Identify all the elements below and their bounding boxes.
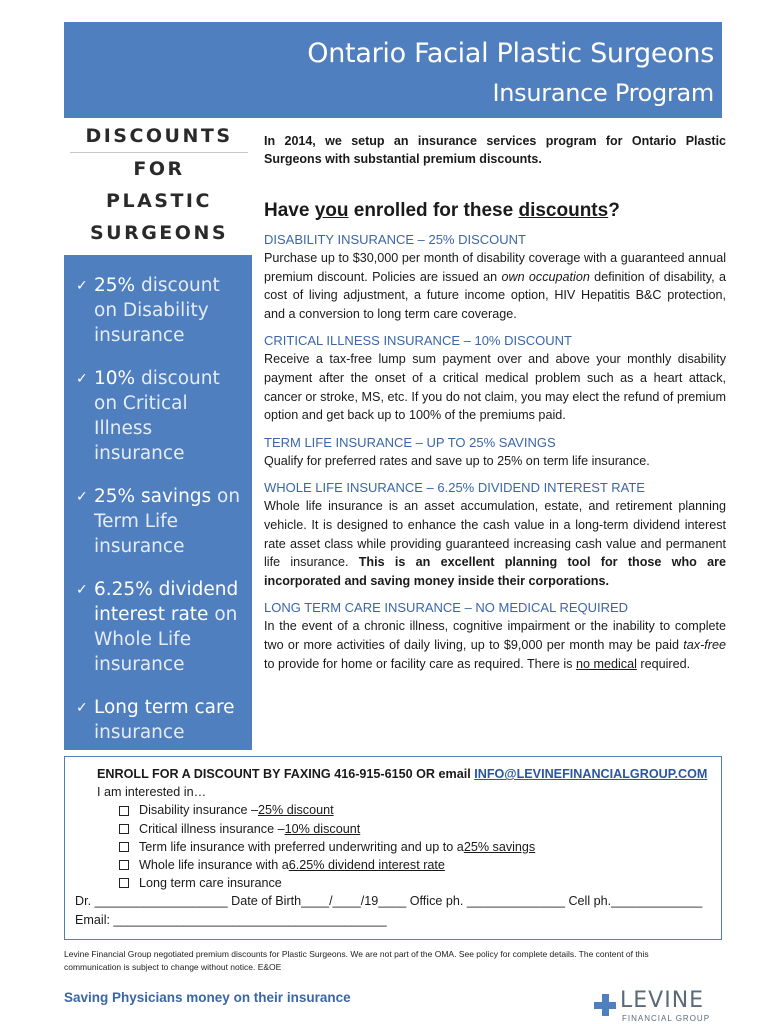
section-text — [264, 497, 726, 590]
text-underline: no medical — [575, 656, 637, 671]
sidebar-item-text: on Whole Life insurance — [94, 604, 238, 675]
checkmark-icon: ✓ — [76, 278, 88, 294]
sidebar-item-whole-life — [64, 559, 252, 677]
sidebar-item-critical-illness — [64, 348, 252, 466]
text-run: definition of disability, a cost of living adjustment, a future income option, HIV Hepatitis B&C protection, and a conversion to long term care coverage. — [264, 269, 726, 321]
sidebar-item-highlight: 10% — [94, 368, 136, 389]
section-text: Receive a tax-free lump sum payment over and above your monthly disability payment after the onset of a critical medical problem such as a heart attack, cancer or stroke, MS, etc. If you do not claim, you may elect the refund of premium option and get back up to 100% of the premiums paid. — [264, 352, 726, 423]
section-heading: WHOLE LIFE INSURANCE – 6.25% DIVIDEND INTEREST RATE — [264, 480, 645, 496]
text-run: Whole life insurance is an asset accumulation, estate, and retirement planning vehicle. It is designed to enhance the cash value in a long-term dividend interest rate asset class while providing guaranteed increasing cash value and permanent life insurance. — [264, 499, 726, 570]
question-emphasis: discounts — [518, 200, 609, 221]
slogan: Saving Physicians money on their insurance — [64, 990, 351, 1005]
checkmark-icon: ✓ — [76, 582, 88, 598]
checkbox[interactable] — [119, 878, 129, 888]
section-heading: LONG TERM CARE INSURANCE – NO MEDICAL REQUIRED — [264, 600, 629, 616]
checkbox[interactable] — [119, 824, 129, 834]
sidebar-item-term-life — [64, 466, 252, 559]
checkmark-icon: ✓ — [76, 371, 88, 387]
email-link[interactable]: INFO@LEVINEFINANCIALGROUP.COM — [474, 767, 708, 781]
levine-logo — [594, 988, 724, 1024]
text-emphasis: tax-free — [683, 637, 726, 652]
sidebar-heading-word: SURGEONS — [89, 222, 229, 244]
checkbox[interactable] — [119, 806, 129, 816]
logo-name: LEVINE — [620, 988, 705, 1013]
sidebar-item-highlight: 25% savings — [94, 486, 212, 507]
disclaimer: Levine Financial Group negotiated premium discounts for Plastic Surgeons. We are not part of the OMA. See policy for complete details. The content of this communication is subject to change without notice. E&OE — [64, 949, 649, 972]
interested-label: I am interested in… — [97, 785, 207, 800]
section-heading: TERM LIFE INSURANCE – UP TO 25% SAVINGS — [264, 434, 556, 450]
section-disability — [264, 232, 726, 323]
checkmark-icon: ✓ — [76, 700, 88, 716]
question-part: Have — [264, 200, 315, 221]
option-term-life[interactable] — [75, 838, 713, 856]
section-text: Qualify for preferred rates and save up to 25% on term life insurance. — [264, 453, 650, 468]
text-run: to provide for home or facility care as required. There is — [264, 656, 576, 671]
sidebar-item-text: discount on Disability insurance — [94, 275, 220, 346]
sidebar-heading-word: FOR — [133, 158, 185, 180]
enroll-form — [64, 756, 722, 940]
question-emphasis: you — [314, 200, 349, 221]
contact-info-line[interactable]: Dr. ___________________ Date of Birth____/____/19____ Office ph. ______________ Cell ph._____________ — [75, 894, 703, 909]
sidebar-item-disability — [64, 255, 252, 348]
checkmark-icon: ✓ — [76, 489, 88, 505]
email-line[interactable]: Email: _______________________________________ — [75, 912, 387, 927]
sidebar-heading-word: PLASTIC — [106, 190, 212, 212]
option-emphasis: 10% discount — [284, 821, 361, 836]
option-disability[interactable] — [75, 801, 713, 819]
question-part: enrolled for these — [348, 200, 519, 221]
section-long-term-care — [264, 600, 726, 673]
sidebar-item-highlight: 6.25% dividend interest rate — [94, 579, 239, 625]
sidebar — [64, 118, 252, 750]
main-content — [264, 132, 726, 673]
enroll-heading — [75, 765, 713, 783]
text-run: In the event of a chronic illness, cognitive impairment or the inability to complete two or more activities of daily living, up to $9,000 per month may be paid — [264, 619, 726, 652]
text-emphasis: own occupation — [501, 269, 590, 284]
enroll-question — [264, 200, 726, 222]
option-emphasis: 25% savings — [463, 839, 536, 854]
checkbox[interactable] — [119, 842, 129, 852]
text-run: required. — [636, 656, 691, 671]
option-critical-illness[interactable] — [75, 820, 713, 838]
page-title: Ontario Facial Plastic Surgeons — [307, 38, 714, 69]
option-long-term-care[interactable] — [75, 874, 713, 892]
option-label: Disability insurance – — [139, 803, 258, 818]
sidebar-heading-word: DISCOUNTS — [70, 120, 248, 153]
sidebar-item-text: discount on Critical Illness insurance — [94, 368, 220, 464]
text-run: Purchase up to $30,000 per month of disability coverage with a guaranteed annual premium discount. Policies are issued an — [264, 251, 726, 284]
option-label: Whole life insurance with a — [139, 858, 289, 873]
sidebar-item-long-term-care — [64, 677, 252, 745]
question-part: ? — [608, 200, 620, 221]
option-emphasis: 25% discount — [258, 803, 334, 818]
section-term-life — [264, 435, 726, 471]
option-label: Term life insurance with preferred underwriting and up to a — [139, 839, 464, 854]
enroll-heading-text: ENROLL FOR A DISCOUNT BY FAXING 416-915-6150 OR email — [97, 767, 475, 781]
section-text — [264, 617, 726, 673]
option-emphasis: 6.25% dividend interest rate — [288, 858, 445, 873]
option-label: Long term care insurance — [139, 876, 282, 891]
option-label: Critical illness insurance – — [139, 821, 285, 836]
section-text — [264, 249, 726, 323]
section-heading: DISABILITY INSURANCE – 25% DISCOUNT — [264, 232, 526, 247]
sidebar-item-highlight: Long term care — [94, 697, 235, 718]
page-subtitle: Insurance Program — [492, 79, 714, 107]
section-whole-life — [264, 480, 726, 590]
sidebar-item-highlight: 25% — [94, 275, 136, 296]
sidebar-item-text: on Term Life insurance — [94, 486, 241, 557]
sidebar-item-text: insurance — [94, 722, 185, 743]
option-whole-life[interactable] — [75, 856, 713, 874]
intro-text: In 2014, we setup an insurance services program for Ontario Plastic Surgeons with substantial premium discounts. — [264, 134, 726, 166]
section-heading: CRITICAL ILLNESS INSURANCE – 10% DISCOUNT — [264, 333, 572, 349]
cross-icon — [594, 994, 616, 1016]
text-bold: This is an excellent planning tool for those who are incorporated and saving money inside their corporations. — [264, 555, 727, 588]
header-banner — [64, 22, 722, 118]
sidebar-heading — [64, 118, 252, 255]
section-critical-illness — [264, 333, 726, 424]
checkbox[interactable] — [119, 860, 129, 870]
logo-subtitle: FINANCIAL GROUP — [622, 1014, 711, 1023]
